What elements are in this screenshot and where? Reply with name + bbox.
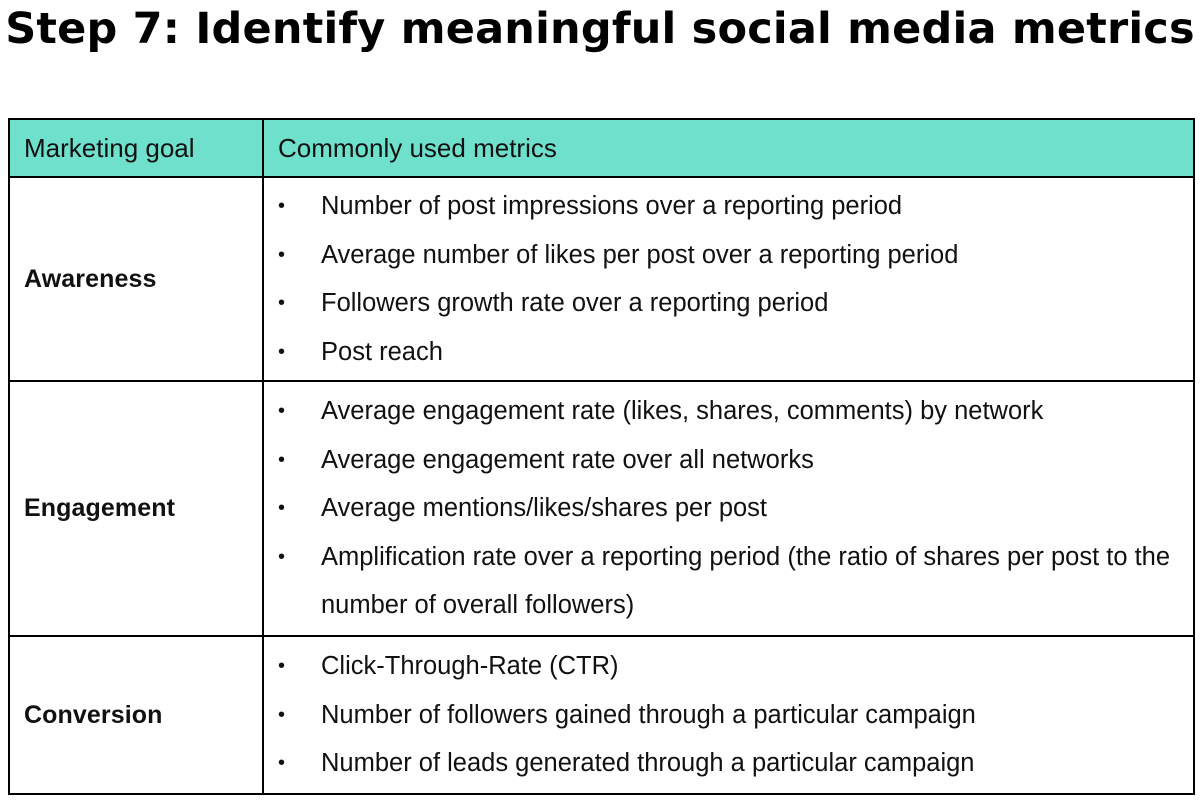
metric-list <box>264 642 1193 788</box>
page-title: Step 7: Identify meaningful social media metrics <box>5 4 1195 54</box>
bullet-icon: • <box>278 292 286 314</box>
table-row <box>9 636 1194 794</box>
list-item <box>264 436 1193 485</box>
metric-text: Followers growth rate over a reporting period <box>321 289 829 317</box>
metric-text: Amplification rate over a reporting period (the ratio of shares per post to the number of overall followers) <box>321 542 1171 620</box>
header-commonly-used-metrics: Commonly used metrics <box>263 119 1194 177</box>
bullet-icon: • <box>278 195 286 217</box>
table-header-row <box>9 119 1194 177</box>
goal-awareness: Awareness <box>9 177 263 381</box>
list-item <box>264 279 1193 328</box>
bullet-icon: • <box>278 340 286 363</box>
metrics-cell-engagement <box>263 381 1194 636</box>
bullet-icon: • <box>278 243 286 266</box>
metrics-cell-awareness <box>263 177 1194 381</box>
bullet-icon: • <box>278 655 286 678</box>
list-item <box>264 739 1193 788</box>
metric-text: Number of post impressions over a reporting period <box>321 192 903 220</box>
metric-text: Number of leads generated through a particular campaign <box>321 749 975 778</box>
goal-engagement: Engagement <box>9 381 263 636</box>
list-item <box>264 533 1193 630</box>
bullet-icon: • <box>278 703 286 726</box>
metric-text: Average engagement rate over all networks <box>321 445 814 474</box>
list-item <box>264 642 1193 691</box>
bullet-icon: • <box>278 545 286 568</box>
bullet-icon: • <box>278 448 286 471</box>
header-marketing-goal: Marketing goal <box>9 119 263 177</box>
list-item <box>264 328 1193 377</box>
metric-text: Average number of likes per post over a reporting period <box>321 240 959 269</box>
bullet-icon: • <box>278 400 286 423</box>
metric-text: Post reach <box>321 337 443 366</box>
metric-text: Number of followers gained through a particular campaign <box>321 700 976 729</box>
goal-conversion: Conversion <box>9 636 263 794</box>
metric-list <box>264 182 1193 376</box>
metrics-cell-conversion <box>263 636 1194 794</box>
bullet-icon: • <box>278 752 286 775</box>
list-item <box>264 231 1193 280</box>
bullet-icon: • <box>278 497 286 520</box>
metric-list <box>264 387 1193 630</box>
list-item <box>264 484 1193 533</box>
list-item <box>264 691 1193 740</box>
metrics-table <box>8 118 1195 795</box>
table-row <box>9 177 1194 381</box>
list-item <box>264 182 1193 231</box>
metric-text: Average mentions/likes/shares per post <box>321 494 768 523</box>
table-row <box>9 381 1194 636</box>
metric-text: Click-Through-Rate (CTR) <box>321 652 619 681</box>
list-item <box>264 387 1193 436</box>
metric-text: Average engagement rate (likes, shares, comments) by network <box>321 397 1044 426</box>
